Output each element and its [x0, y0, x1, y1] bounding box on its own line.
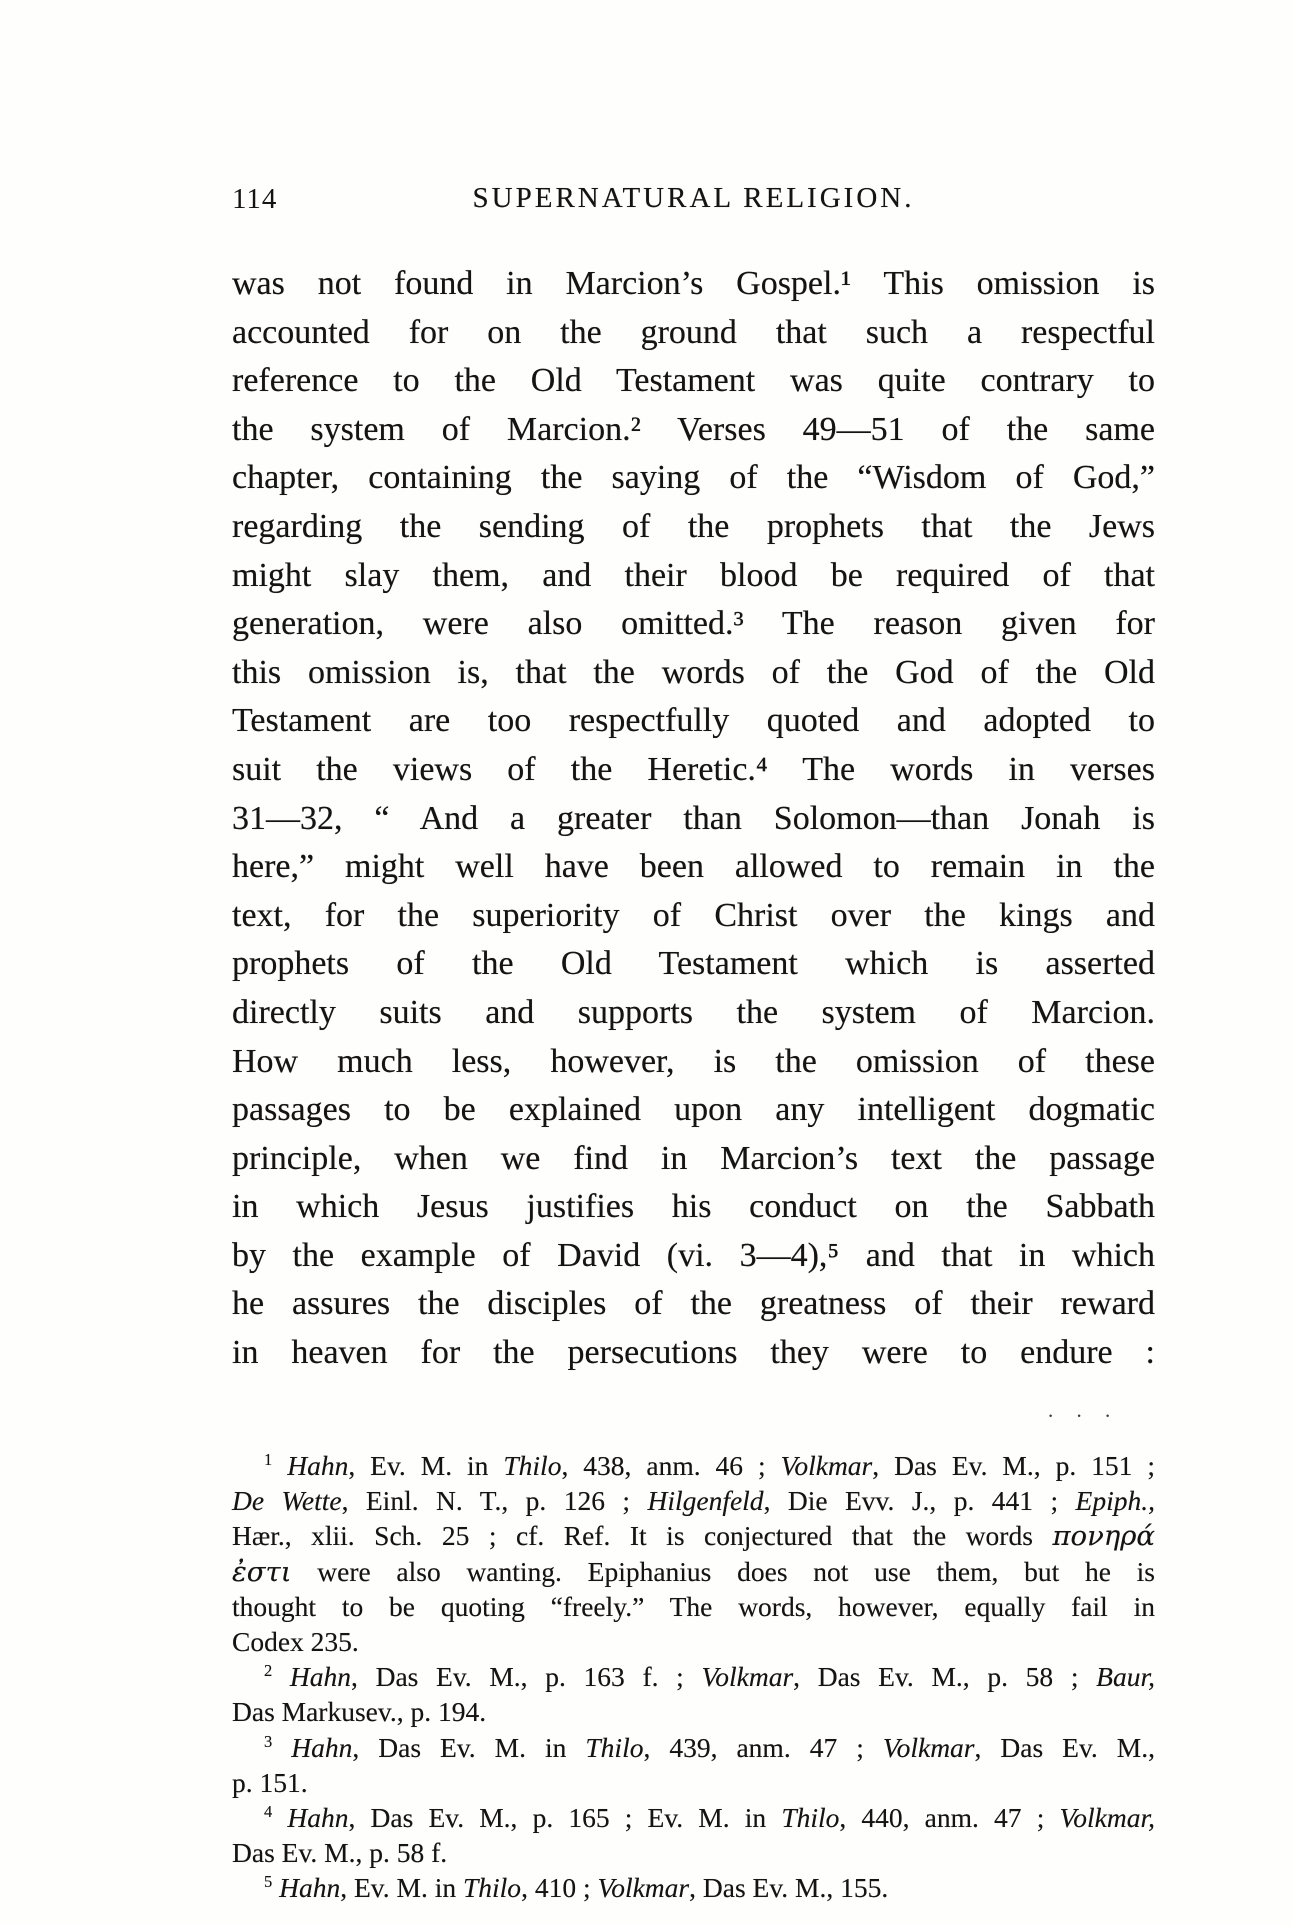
separator-dots: . . .: [1048, 1398, 1120, 1422]
footnote-1-line: [232, 1448, 1155, 1483]
footnote-text-segment: , Das Ev. M., p. 151 ;: [872, 1450, 1155, 1481]
footnote-text-segment: Codex 235.: [232, 1625, 359, 1657]
body-line: in heaven for the persecutions they were to endure :: [232, 1334, 1155, 1372]
footnote-text-segment: Hær., xlii. Sch. 25 ; cf. Ref. It is conjectured that the words: [232, 1520, 1053, 1552]
body-line: passages to be explained upon any intelligent dogmatic: [232, 1091, 1155, 1129]
footnote-text-segment: Baur,: [1096, 1661, 1155, 1693]
body-line: How much less, however, is the omission of these: [232, 1042, 1155, 1080]
body-line: accounted for on the ground that such a respectful: [232, 313, 1155, 351]
body-line: text, for the superiority of Christ over the kings and: [232, 896, 1155, 934]
footnote-text-segment: , 438, anm. 46 ;: [561, 1450, 781, 1481]
footnote-4-line: [232, 1800, 1155, 1835]
footnote-text-segment: Das Ev. M., p. 58 f.: [232, 1837, 448, 1869]
footnote-text-segment: , Das Ev. M., p. 165 ; Ev. M. in: [348, 1801, 782, 1833]
body-line: reference to the Old Testament was quite contrary to: [232, 362, 1155, 400]
running-title: SUPERNATURAL RELIGION.: [472, 182, 915, 214]
footnote-text-segment: , 439, anm. 47 ;: [643, 1731, 883, 1763]
footnote-text-segment: p. 151.: [232, 1766, 308, 1798]
footnote-marker: 2: [264, 1660, 273, 1680]
footnote-marker: 3: [264, 1731, 273, 1751]
footnote-text-segment: , 440, anm. 47 ;: [839, 1801, 1060, 1833]
footnote-text-segment: Volkmar,: [1059, 1801, 1155, 1833]
footnote-3-line: [232, 1765, 1155, 1800]
body-line: prophets of the Old Testament which is asserted: [232, 945, 1155, 983]
footnote-1-line: [232, 1589, 1155, 1624]
footnote-text-segment: , 410 ;: [521, 1872, 598, 1904]
footnote-1-line: [232, 1554, 1155, 1589]
body-line: suit the views of the Heretic.⁴ The words in verses: [232, 750, 1155, 788]
footnote-5-line: [232, 1870, 1155, 1905]
body-line: by the example of David (vi. 3—4),⁵ and that in which: [232, 1236, 1155, 1274]
footnote-text-segment: , Die Evv. J., p. 441 ;: [763, 1485, 1076, 1517]
footnote-1-line: [232, 1624, 1155, 1659]
body-line: 31—32, “ And a greater than Solomon—than Jonah is: [232, 799, 1155, 837]
footnote-text-segment: , Das Ev. M. in: [352, 1731, 586, 1763]
footnote-text-segment: Volkmar: [597, 1872, 690, 1904]
body-line: Testament are too respectfully quoted and adopted to: [232, 702, 1155, 740]
body-line: the system of Marcion.² Verses 49—51 of the same: [232, 410, 1155, 448]
footnote-marker: 1: [264, 1449, 273, 1469]
footnote-text-segment: Hahn: [272, 1801, 349, 1833]
footnote-text-segment: Das Markusev., p. 194.: [232, 1696, 487, 1728]
body-text: [232, 260, 1155, 1378]
body-line: in which Jesus justifies his conduct on the Sabbath: [232, 1188, 1155, 1226]
footnote-text-segment: , Das Ev. M.,: [974, 1731, 1156, 1763]
footnote-text-segment: thought to be quoting “freely.” The words, however, equally fail in: [232, 1590, 1155, 1622]
footnotes: [232, 1448, 1155, 1905]
footnote-text-segment: , Das Ev. M., p. 163 f. ;: [351, 1661, 702, 1693]
footnote-text-segment: Volkmar: [701, 1661, 794, 1693]
footnote-text-segment: Hahn: [272, 1872, 341, 1904]
body-line: generation, were also omitted.³ The reason given for: [232, 605, 1155, 643]
footnote-text-segment: Hilgenfeld: [647, 1485, 764, 1517]
body-line: he assures the disciples of the greatness of their reward: [232, 1285, 1155, 1323]
footnote-text-segment: ἐστι: [232, 1555, 292, 1588]
footnote-2-line: [232, 1694, 1155, 1729]
footnote-text-segment: , Ev. M. in: [340, 1872, 463, 1904]
body-line: might slay them, and their blood be required of that: [232, 556, 1155, 594]
footnote-text-segment: Volkmar: [882, 1731, 975, 1763]
footnote-text-segment: Thilo: [585, 1731, 644, 1763]
footnote-text-segment: De Wette: [232, 1485, 342, 1517]
body-line: directly suits and supports the system of Marcion.: [232, 993, 1155, 1031]
footnote-text-segment: Volkmar: [780, 1450, 873, 1481]
body-line: chapter, containing the saying of the “Wisdom of God,”: [232, 459, 1155, 497]
footnote-text-segment: Epiph.,: [1075, 1485, 1155, 1517]
footnote-text-segment: πονηρά: [1052, 1520, 1155, 1553]
footnote-text-segment: Hahn: [272, 1450, 349, 1481]
footnote-4-line: [232, 1835, 1155, 1870]
body-line: this omission is, that the words of the God of the Old: [232, 653, 1155, 691]
footnote-3-line: [232, 1730, 1155, 1765]
body-line: regarding the sending of the prophets that the Jews: [232, 507, 1155, 545]
footnote-2-line: [232, 1659, 1155, 1694]
footnote-text-segment: were also wanting. Epiphanius does not use them, but he is: [291, 1555, 1155, 1587]
page-number: 114: [232, 183, 278, 215]
footnote-text-segment: Thilo: [781, 1801, 840, 1833]
footnote-text-segment: Thilo: [462, 1872, 522, 1904]
footnote-text-segment: , Einl. N. T., p. 126 ;: [341, 1485, 648, 1517]
body-line: principle, when we find in Marcion’s text the passage: [232, 1139, 1155, 1177]
footnote-text-segment: , Das Ev. M., p. 58 ;: [793, 1661, 1097, 1693]
footnote-1-line: [232, 1483, 1155, 1518]
footnote-marker: 4: [264, 1801, 273, 1821]
footnote-text-segment: , Das Ev. M., 155.: [689, 1872, 889, 1904]
footnote-text-segment: Thilo: [503, 1450, 562, 1481]
body-line: was not found in Marcion’s Gospel.¹ This omission is: [232, 265, 1155, 302]
footnote-text-segment: , Ev. M. in: [348, 1450, 504, 1481]
footnote-1-line: [232, 1518, 1155, 1553]
body-line: here,” might well have been allowed to remain in the: [232, 848, 1155, 886]
footnote-marker: 5: [264, 1872, 273, 1892]
footnote-text-segment: Hahn: [272, 1661, 352, 1693]
footnote-text-segment: Hahn: [272, 1731, 353, 1763]
